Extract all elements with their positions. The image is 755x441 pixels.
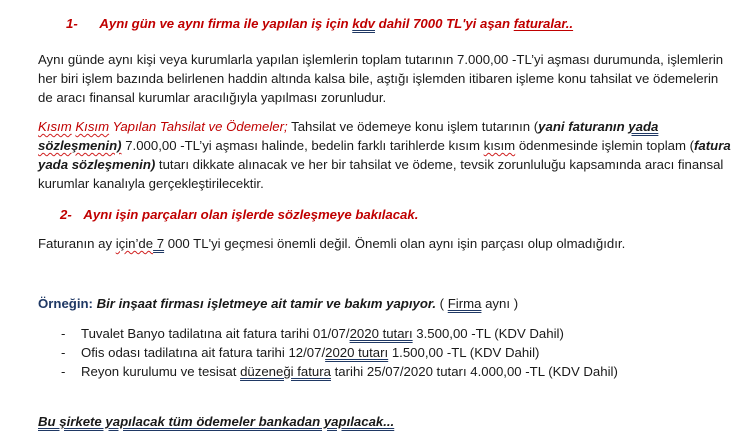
list-item-text — [81, 363, 618, 380]
para2-kisim1: Kısım — [38, 119, 72, 134]
bullet-dash: - — [61, 326, 66, 341]
para2-line2 — [38, 137, 731, 154]
example-text: Bir inşaat firması işletmeye ait tamir ve bakım yapıyor. — [92, 296, 436, 311]
para2-l3-yada: yada sözleşmenin) — [38, 157, 156, 172]
section1-heading — [66, 15, 573, 32]
section1-heading-a: Aynı gün ve aynı firma ile yapılan iş için — [99, 16, 353, 31]
footer-text: Bu şirkete yapılacak tüm ödemeler bankadan yapılacak... — [38, 414, 395, 429]
section1-number: 1- — [66, 16, 78, 31]
footer-note — [38, 413, 394, 430]
example-label: Örneğin: — [38, 296, 93, 311]
para2-sozlesmenin: sözleşmenin) — [38, 138, 122, 153]
para2-line1 — [38, 118, 658, 135]
section2-heading — [60, 206, 418, 223]
section1-heading-b: dahil 7000 TL'yi aşan — [374, 16, 514, 31]
example-paren-rest: aynı ) — [481, 296, 519, 311]
section2-text-b: 7 — [153, 236, 165, 251]
list-item-text — [81, 344, 539, 361]
list-item-a: Ofis odası tadilatına ait fatura tarihi 12/07/ — [81, 345, 326, 360]
para2-yada: yada — [628, 119, 659, 134]
para2-yani: yani faturanın — [538, 119, 629, 134]
para2-l2-kisim: kısım — [483, 138, 516, 153]
section2-text-c: 000 TL'yi geçmesi önemli değil. Önemli olan aynı işin parçası olup olmadığıdır. — [164, 236, 626, 251]
para2-l2-b: ödenmesinde işlemin toplam ( — [515, 138, 695, 153]
list-item-underlined: düzeneği fatura — [240, 364, 331, 379]
section1-heading-kdv: kdv — [352, 16, 375, 31]
list-item-b: 3.500,00 -TL (KDV Dahil) — [412, 326, 564, 341]
section1-heading-faturalar: faturalar.. — [513, 16, 574, 31]
section2-icinde: için’de — [115, 236, 154, 251]
list-item-a: Tuvalet Banyo tadilatına ait fatura tarihi 01/07/ — [81, 326, 350, 341]
example-paren-open: ( — [436, 296, 448, 311]
bullet-dash: - — [61, 364, 66, 379]
section2-text-a: Faturanın ay — [38, 236, 116, 251]
list-item-text — [81, 325, 564, 342]
para2-kisim2: Kısım — [75, 119, 110, 134]
para2-line3 — [38, 156, 723, 173]
list-item-b: tarihi 25/07/2020 tutarı 4.000,00 -TL (KDV Dahil) — [330, 364, 618, 379]
section2-text — [38, 235, 625, 252]
list-item-underlined: 2020 tutarı — [325, 345, 389, 360]
section2-heading-text: Aynı işin parçaları olan işlerde sözleşmeye bakılacak. — [83, 207, 419, 222]
para2-line4: kurumlar kanalıyla gerçekleştirilecektir. — [38, 176, 264, 191]
para1-line1: Aynı günde aynı kişi veya kurumlarla yapılan işlemlerin toplam tutarının 7.000,00 -TL’yi aşması durumunda, işlemlerin — [38, 52, 724, 67]
list-item-a: Reyon kurulumu ve tesisat — [81, 364, 241, 379]
section2-number: 2- — [60, 207, 72, 222]
para2-l2-a: 7.000,00 -TL’yi aşması halinde, bedelin farklı tarihlerde kısım — [121, 138, 484, 153]
list-item-underlined: 2020 tutarı — [349, 326, 413, 341]
para2-fatura: fatura — [694, 138, 731, 153]
para2-title: Yapılan Tahsilat ve Ödemeler; — [109, 119, 288, 134]
example-line — [38, 295, 518, 312]
example-firma: Firma — [447, 296, 482, 311]
para2-l3-text: tutarı dikkate alınacak ve her bir tahsilat ve ödeme, tevsik zorunluluğu kapsamında aracı finansal — [155, 157, 724, 172]
para2-l1-text: Tahsilat ve ödemeye konu işlem tutarının ( — [287, 119, 539, 134]
para1-line3: de aracı finansal kurumlar aracılığıyla yapılması zorunludur. — [38, 90, 387, 105]
bullet-dash: - — [61, 345, 66, 360]
para1-line2: her biri işlem bazında belirlenen haddin altında kalsa bile, aştığı işlemden itibaren işleme konu tahsilat ve ödemelerin — [38, 71, 719, 86]
list-item-b: 1.500,00 -TL (KDV Dahil) — [388, 345, 540, 360]
